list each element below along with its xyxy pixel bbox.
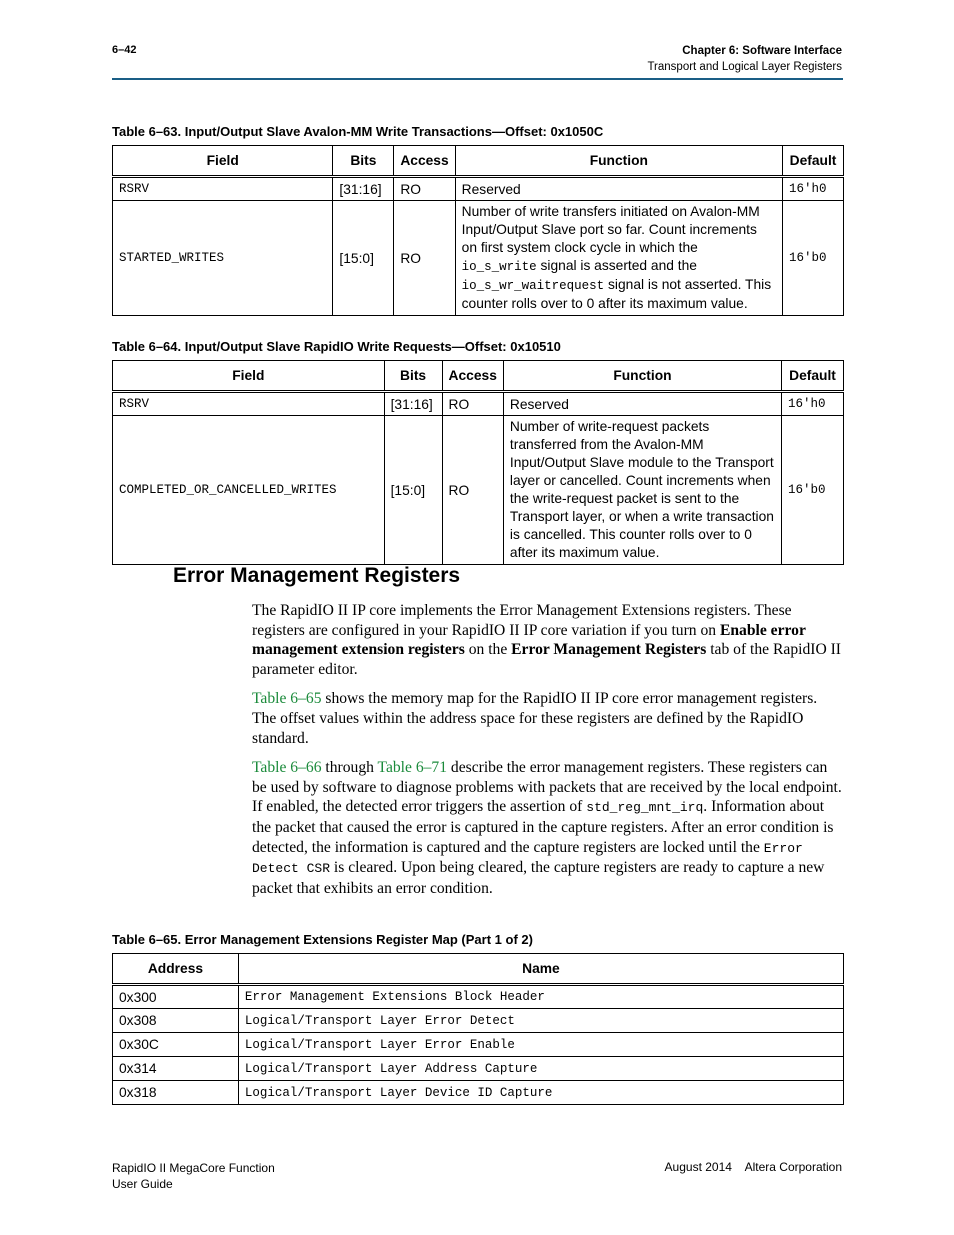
name-cell: Error Management Extensions Block Header <box>238 985 843 1009</box>
document-type: User Guide <box>112 1177 173 1191</box>
product-name: RapidIO II MegaCore Function <box>112 1161 275 1175</box>
footer-right: August 2014 Altera Corporation <box>664 1160 842 1174</box>
function-cell: Reserved <box>455 177 782 201</box>
col-default: Default <box>783 146 844 177</box>
function-cell <box>455 201 782 316</box>
page-number: 6–42 <box>112 44 137 56</box>
field-cell: STARTED_WRITES <box>113 201 333 316</box>
section-heading: Error Management Registers <box>173 564 461 587</box>
table-row <box>113 985 844 1009</box>
default-cell: 16'h0 <box>782 392 844 416</box>
table-6-66-link[interactable]: Table 6–66 <box>252 759 322 777</box>
access-cell: RO <box>394 177 455 201</box>
function-text: Number of write transfers initiated on Avalon-MM Input/Output Slave port so far. Count increments on first system clock cycle in which the <box>461 204 760 255</box>
table-6-63-caption: Table 6–63. Input/Output Slave Avalon-MM Write Transactions—Offset: 0x1050C <box>112 124 604 139</box>
access-cell: RO <box>394 201 455 316</box>
col-bits: Bits <box>333 146 394 177</box>
address-cell: 0x318 <box>113 1081 239 1105</box>
address-cell: 0x314 <box>113 1057 239 1081</box>
function-cell: Reserved <box>503 392 781 416</box>
section-title: Transport and Logical Layer Registers <box>647 61 842 73</box>
access-cell: RO <box>442 392 503 416</box>
table-6-64 <box>112 360 844 565</box>
table-row <box>113 1009 844 1033</box>
col-default: Default <box>782 361 844 392</box>
text: shows the memory map for the RapidIO II IP core error management registers. The offset values within the address space for these registers are defined by the RapidIO standard. <box>252 690 818 747</box>
default-cell: 16'h0 <box>783 177 844 201</box>
signal-std-reg-mnt-irq: std_reg_mnt_irq <box>586 800 704 816</box>
address-cell: 0x308 <box>113 1009 239 1033</box>
option-name: Enable error management extension registers <box>252 621 806 659</box>
field-cell: RSRV <box>113 392 385 416</box>
bits-cell: [31:16] <box>384 392 442 416</box>
function-text: signal is not asserted. This counter rolls over to 0 after its maximum value. <box>461 277 772 311</box>
signal-io-s-write: io_s_write <box>461 260 537 274</box>
bits-cell: [15:0] <box>384 416 442 565</box>
table-6-71-link[interactable]: Table 6–71 <box>377 759 448 777</box>
table-6-65 <box>112 953 844 1105</box>
table-row <box>113 1033 844 1057</box>
table-row <box>113 392 844 416</box>
section-body <box>252 601 844 908</box>
address-cell: 0x30C <box>113 1033 239 1057</box>
paragraph-2 <box>252 689 844 748</box>
col-function: Function <box>455 146 782 177</box>
text: tab of the RapidIO II parameter editor. <box>252 641 841 678</box>
table-6-63 <box>112 145 844 316</box>
signal-io-s-wr-waitrequest: io_s_wr_waitrequest <box>461 279 605 293</box>
col-address: Address <box>113 954 239 985</box>
name-cell: Logical/Transport Layer Device ID Capture <box>238 1081 843 1105</box>
default-cell: 16'b0 <box>782 416 844 565</box>
table-row <box>113 177 844 201</box>
text: The RapidIO II IP core implements the Error Management Extensions registers. These registers are configured in your RapidIO II IP core variation if you turn on <box>252 602 792 639</box>
footer-left <box>112 1160 275 1192</box>
col-function: Function <box>503 361 781 392</box>
header-rule <box>112 78 843 80</box>
name-cell: Logical/Transport Layer Address Capture <box>238 1057 843 1081</box>
col-access: Access <box>442 361 503 392</box>
default-cell: 16'b0 <box>783 201 844 316</box>
text: on the <box>464 641 512 659</box>
bits-cell: [31:16] <box>333 177 394 201</box>
col-bits: Bits <box>384 361 442 392</box>
access-cell: RO <box>442 416 503 565</box>
col-field: Field <box>113 146 333 177</box>
paragraph-3 <box>252 758 844 898</box>
function-text: signal is asserted and the <box>536 258 697 273</box>
text: is cleared. Upon being cleared, the capture registers are ready to capture a new packet that exhibits an error condition. <box>252 859 825 897</box>
col-name: Name <box>238 954 843 985</box>
address-cell: 0x300 <box>113 985 239 1009</box>
function-cell: Number of write-request packets transferred from the Avalon-MM Input/Output Slave module to the Transport layer or cancelled. Count increments when the write-request packet is sent to the Transport layer, or when a write transaction is cancelled. This counter rolls over to 0 after its maximum value. <box>503 416 781 565</box>
table-row <box>113 1081 844 1105</box>
running-header <box>647 43 842 75</box>
field-cell: RSRV <box>113 177 333 201</box>
name-cell: Logical/Transport Layer Error Enable <box>238 1033 843 1057</box>
paragraph-1 <box>252 601 844 679</box>
table-row <box>113 201 844 316</box>
table-6-65-link[interactable]: Table 6–65 <box>252 690 322 708</box>
col-field: Field <box>113 361 385 392</box>
register-error-detect-csr: Error Detect CSR <box>252 840 803 877</box>
table-row <box>113 416 844 565</box>
tab-name: Error Management Registers <box>511 641 707 659</box>
table-row <box>113 1057 844 1081</box>
text: . Information about the packet that caused the error is captured in the capture registers. After an error condition is detected, the information is captured and the capture registers are locked until the <box>252 798 834 856</box>
field-cell: COMPLETED_OR_CANCELLED_WRITES <box>113 416 385 565</box>
chapter-title: Chapter 6: Software Interface <box>682 45 842 57</box>
col-access: Access <box>394 146 455 177</box>
bits-cell: [15:0] <box>333 201 394 316</box>
table-6-64-caption: Table 6–64. Input/Output Slave RapidIO Write Requests—Offset: 0x10510 <box>112 339 561 354</box>
table-6-65-caption: Table 6–65. Error Management Extensions Register Map (Part 1 of 2) <box>112 932 533 947</box>
text: describe the error management registers. These registers can be used by software to diagnose problems with packets that are received by the local endpoint. If enabled, the detected error triggers the assertion of <box>252 759 842 816</box>
name-cell: Logical/Transport Layer Error Detect <box>238 1009 843 1033</box>
text: through <box>321 759 378 777</box>
